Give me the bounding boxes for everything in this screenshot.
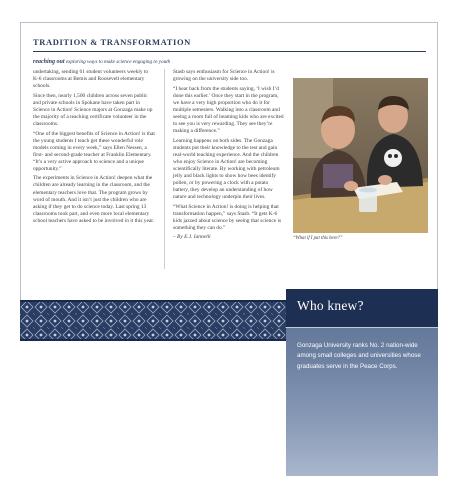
- section-rule: [33, 51, 426, 52]
- byline: – By E.J. Iannelli: [173, 234, 211, 241]
- paragraph: The experiments in Science in Action! deepen what the children are already learning in the classroom, and the elementary teachers love that. The program grows by word of mouth. And it isn’t just the children who are asking if they get to do science today. Last spring 13 classrooms took part, and even more local elementary school teachers have asked to be involved in it this year.: [33, 175, 155, 224]
- paragraph: “I hear back from the students saying, ‘I wish I’d done this earlier.’ Once they start in the program, we have a very high proportion who do it for multiple semesters. Walking into a classroom and seeing a room full of beaming kids who are excited to see you is very rewarding. They see they’re making a difference.”: [173, 85, 284, 134]
- who-knew-title: Who knew?: [297, 298, 364, 313]
- photo-caption: “What if I put this here?”: [293, 236, 343, 241]
- paragraph: “One of the biggest benefits of Science in Action! is that the young students I teach get these wonderful role models coming in every week,” says Ellen Nessen, a first- and second-grade teacher at Franklin Elementary. “It’s a very active approach to science and a unique opportunity.”: [33, 130, 155, 172]
- column-divider: [164, 69, 165, 269]
- paragraph: Learning happens on both sides. The Gonzaga students put their knowledge to the test and gain real-world teaching experience. And the children who enjoy Science in Action! are becoming scientifically literate. By working with petroleum jelly and black lights to show how bees identify pollen, or by powering a clock with a potato battery, they develop an understanding of how nature and technology underpin their lives.: [173, 137, 280, 200]
- who-knew-rule: [286, 327, 438, 328]
- paragraph: “What Science in Action! is doing is helping that transformation happen,” says Stasb. “It gets K-6 kids jazzed about science by seeing that science is something they can do.”: [173, 203, 282, 231]
- pattern-band-illustration: [20, 300, 286, 341]
- kicker-text: exploring ways to make science engaging to youth: [65, 59, 171, 65]
- classroom-photo-illustration: [293, 78, 428, 233]
- article-column-2: [173, 69, 285, 244]
- article-column-1: [33, 69, 155, 227]
- paragraph: undertaking, sending 61 student volunteers weekly to K-6 classrooms at Bemis and Roosevelt elementary schools.: [33, 69, 149, 90]
- kicker: [33, 59, 170, 65]
- who-knew-body: Gonzaga University ranks No. 2 nation-wide among small colleges and universities whose graduates serve in the Peace Corps.: [297, 342, 421, 370]
- decorative-pattern-band: [20, 300, 286, 341]
- paragraph: Since then, nearly 1,500 children across seven public and private schools in Spokane have taken part in Science in Action! Science majors at Gonzaga make up the majority of a teaching certificate volunteer in the classrooms.: [33, 92, 153, 127]
- kicker-label: reaching out: [33, 59, 65, 65]
- paragraph: Stasb says enthusiasm for Science in Action! is growing on the university side too.: [173, 69, 275, 83]
- section-title: TRADITION & TRANSFORMATION: [33, 37, 191, 47]
- classroom-photo: [293, 78, 428, 233]
